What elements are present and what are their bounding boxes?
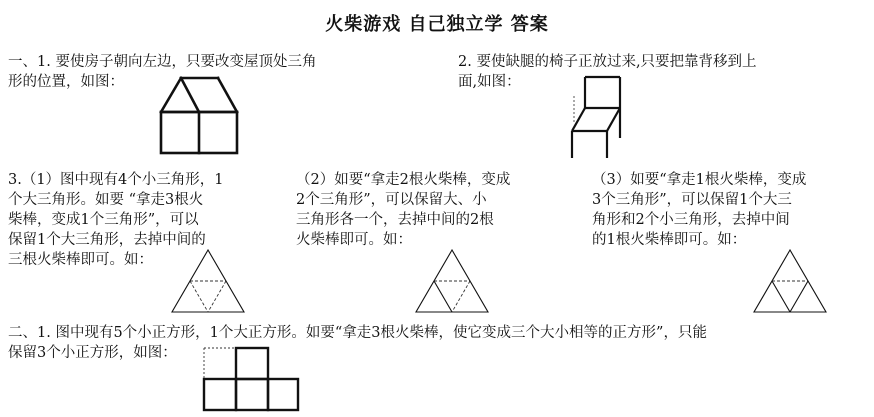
question-3a-line: 保留1个大三角形，去掉中间的 — [8, 232, 206, 248]
bottom-left-square — [204, 379, 236, 410]
bottom-middle-square — [236, 379, 268, 410]
question-2-line: 面,如图： — [458, 74, 521, 90]
question-3a-line: 个大三角形。如要 “拿走3根火 — [8, 192, 204, 208]
kept-stick-right — [790, 281, 808, 312]
kept-stick — [434, 281, 452, 312]
question-3c-line: 3个三角形”，可以保留1个大三 — [592, 192, 792, 208]
triangle-figure-2 — [414, 248, 494, 316]
question-3b-line: 火柴棒即可。如： — [296, 232, 412, 248]
question-3c-line: 角形和2个小三角形，去掉中间 — [592, 212, 790, 228]
triangle-figure-3 — [752, 248, 832, 316]
removed-stick-right — [208, 281, 226, 312]
question-3b-line: 三角形各一个，去掉中间的2根 — [296, 212, 494, 228]
question-3a-line: 3.（1）图中现有4个小三角形，1 — [8, 172, 224, 188]
question-3b-line: （2）如要“拿走2根火柴棒，变成 — [296, 172, 511, 188]
section-2-line: 二、1. 图中现有5个小正方形，1个大正方形。如要“拿走3根火柴棒，使它变成三个大小相等的正方形”，只能 — [8, 325, 707, 341]
question-3c-text — [592, 170, 806, 250]
triangle-figure-1 — [170, 248, 250, 316]
removed-stick-left — [190, 281, 208, 312]
question-2-line: 2. 要使缺腿的椅子正放过来,只要把靠背移到上 — [458, 54, 757, 70]
top-square — [236, 348, 268, 379]
chair-figure — [566, 74, 636, 160]
house-roof-left — [161, 78, 181, 112]
question-3a-line: 柴棒，变成1个三角形”，可以 — [8, 212, 199, 228]
house-roof-right — [218, 78, 237, 112]
question-3c-line: （3）如要“拿走1根火柴棒，变成 — [592, 172, 807, 188]
section-2-line: 保留3个小正方形，如图： — [8, 345, 177, 361]
question-3a-line: 三根火柴棒即可。如： — [8, 252, 153, 268]
house-figure — [158, 74, 242, 158]
question-3b-line: 2个三角形”，可以保留大、小 — [296, 192, 487, 208]
chair-seat-left — [572, 108, 585, 131]
page-title: 火柴游戏 自己独立学 答案 — [325, 14, 549, 35]
question-3b-text — [296, 170, 510, 250]
chair-seat-right — [607, 108, 620, 131]
question-3c-line: 的1根火柴棒即可。如： — [592, 232, 747, 248]
question-1-line: 一、1. 要使房子朝向左边，只要改变屋顶处三角 — [8, 54, 317, 70]
bottom-right-square — [268, 379, 298, 410]
kept-stick-left — [772, 281, 790, 312]
removed-stick-right — [452, 281, 470, 312]
question-1-line: 形的位置，如图： — [8, 74, 124, 90]
squares-figure — [202, 346, 300, 412]
section-2-text — [8, 323, 707, 363]
house-roof-middle — [181, 78, 199, 112]
